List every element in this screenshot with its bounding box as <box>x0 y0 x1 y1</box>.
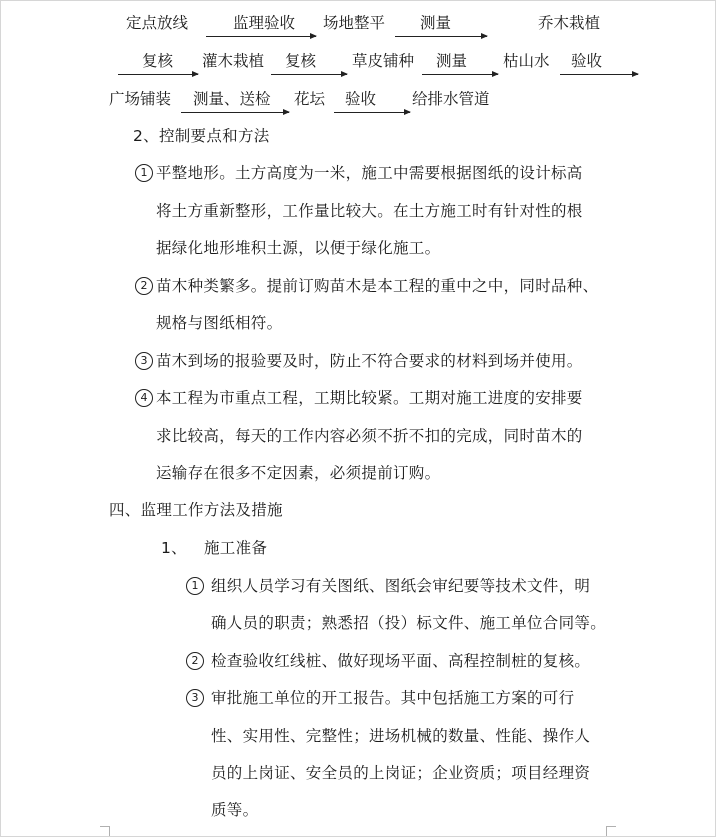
flow-step: 花坛 <box>294 90 326 108</box>
flow-step: 验收 <box>345 90 377 108</box>
paragraph-line: 确人员的职责；熟悉招（投）标文件、施工单位合同等。 <box>211 614 607 632</box>
flow-step: 乔木栽植 <box>538 14 601 32</box>
flow-step: 草皮铺种 <box>352 52 415 70</box>
paragraph-line: 员的上岗证、安全员的上岗证；企业资质；项目经理资 <box>211 764 591 782</box>
item-number-circle: 2 <box>135 277 153 295</box>
paragraph-line: 苗木到场的报验要及时，防止不符合要求的材料到场并使用。 <box>156 352 583 370</box>
item-number-circle: 3 <box>186 689 204 707</box>
paragraph-line: 审批施工单位的开工报告。其中包括施工方案的可行 <box>211 689 575 707</box>
section-heading: 2、控制要点和方法 <box>133 127 270 145</box>
flow-step: 灌木栽植 <box>202 52 265 70</box>
paragraph-line: 运输存在很多不定因素，必须提前订购。 <box>156 464 441 482</box>
flow-step: 验收 <box>571 52 603 70</box>
flow-arrow <box>422 74 498 75</box>
flow-arrow <box>118 74 198 75</box>
crop-mark-right <box>606 826 616 836</box>
flow-step: 测量 <box>420 14 452 32</box>
flow-arrow <box>395 36 487 37</box>
flow-step: 复核 <box>285 52 317 70</box>
flow-step: 给排水管道 <box>412 90 490 108</box>
flow-step: 广场铺装 <box>109 90 172 108</box>
flow-step: 场地整平 <box>323 14 386 32</box>
flow-step: 枯山水 <box>503 52 550 70</box>
flow-step: 监理验收 <box>233 14 296 32</box>
item-number-circle: 4 <box>135 389 153 407</box>
flow-step: 测量 <box>436 52 468 70</box>
crop-mark-left <box>100 826 110 836</box>
flow-arrow <box>560 74 638 75</box>
subsection-title: 施工准备 <box>204 539 268 557</box>
item-number-circle: 1 <box>135 164 153 182</box>
section-heading: 四、监理工作方法及措施 <box>109 501 283 519</box>
flow-step: 复核 <box>142 52 174 70</box>
flow-arrow <box>271 74 347 75</box>
paragraph-line: 规格与图纸相符。 <box>156 314 283 332</box>
paragraph-line: 本工程为市重点工程，工期比较紧。工期对施工进度的安排要 <box>156 389 583 407</box>
flow-arrow <box>206 36 316 37</box>
item-number-circle: 3 <box>135 352 153 370</box>
flow-arrow <box>181 112 289 113</box>
paragraph-line: 苗木种类繁多。提前订购苗木是本工程的重中之中，同时品种、 <box>156 277 599 295</box>
paragraph-line: 将土方重新整形，工作量比较大。在土方施工时有针对性的根 <box>156 202 583 220</box>
paragraph-line: 据绿化地形堆积土源，以便于绿化施工。 <box>156 239 441 257</box>
paragraph-line: 性、实用性、完整性；进场机械的数量、性能、操作人 <box>211 727 591 745</box>
paragraph-line: 检查验收红线桩、做好现场平面、高程控制桩的复核。 <box>211 652 591 670</box>
flow-step: 测量、送检 <box>193 90 271 108</box>
subsection-number: 1、 <box>161 539 187 557</box>
paragraph-line: 组织人员学习有关图纸、图纸会审纪要等技术文件，明 <box>211 577 591 595</box>
paragraph-line: 求比较高，每天的工作内容必须不折不扣的完成，同时苗木的 <box>156 427 583 445</box>
paragraph-line: 平整地形。土方高度为一米，施工中需要根据图纸的设计标高 <box>156 164 583 182</box>
flow-step: 定点放线 <box>126 14 189 32</box>
item-number-circle: 2 <box>186 652 204 670</box>
item-number-circle: 1 <box>186 577 204 595</box>
flow-arrow <box>334 112 410 113</box>
paragraph-line: 质等。 <box>211 801 259 819</box>
